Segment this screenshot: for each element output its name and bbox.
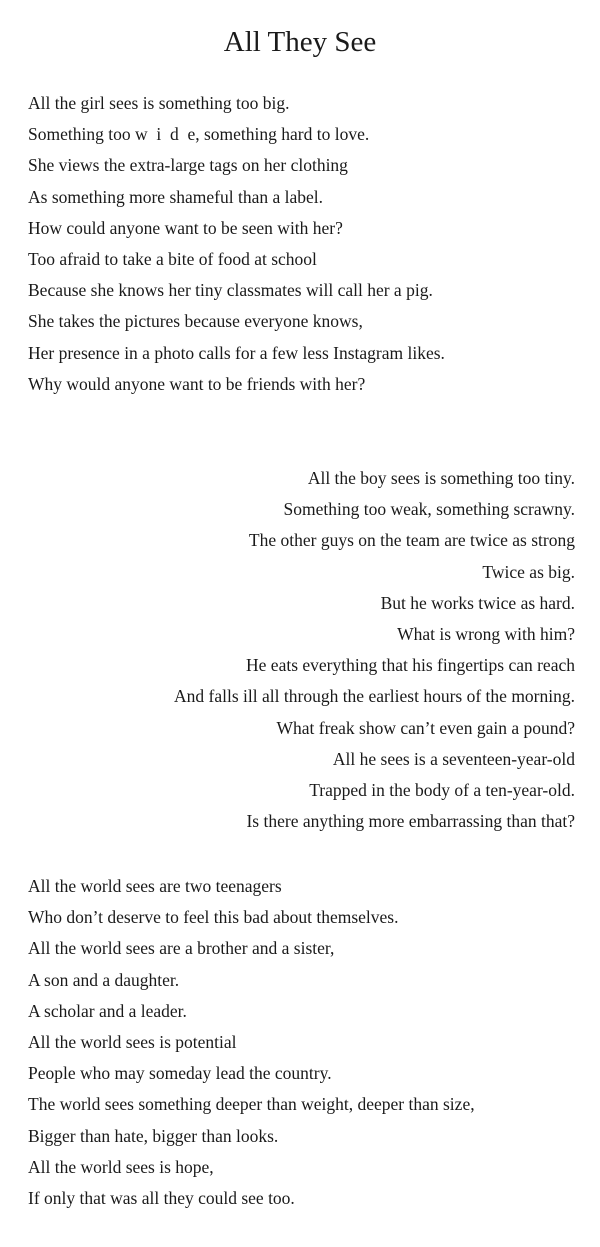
stanza-boy bbox=[15, 463, 575, 837]
poem-line: Twice as big. bbox=[482, 561, 575, 582]
poem-line: The other guys on the team are twice as strong bbox=[248, 530, 575, 551]
poem-line: Her presence in a photo calls for a few less Instagram likes. bbox=[28, 342, 445, 363]
poem-line: All the world sees is potential bbox=[28, 1031, 237, 1052]
poem-line: Too afraid to take a bite of food at school bbox=[28, 248, 317, 269]
stanza-girl bbox=[28, 88, 588, 400]
poem-line: If only that was all they could see too. bbox=[28, 1187, 295, 1208]
stanza-world bbox=[28, 871, 588, 1214]
poem-line: What freak show can’t even gain a pound? bbox=[276, 717, 575, 738]
poem-line: Is there anything more embarrassing than that? bbox=[246, 811, 575, 832]
poem-line: The world sees something deeper than weight, deeper than size, bbox=[28, 1094, 475, 1115]
poem-line: A son and a daughter. bbox=[28, 969, 180, 990]
poem-line: People who may someday lead the country. bbox=[28, 1063, 332, 1084]
poem-line: Something too w i d e, something hard to love. bbox=[28, 124, 370, 145]
poem-line: She views the extra-large tags on her clothing bbox=[28, 155, 348, 176]
poem-line: A scholar and a leader. bbox=[28, 1000, 187, 1021]
poem-line: Bigger than hate, bigger than looks. bbox=[28, 1125, 279, 1146]
poem-line: Who don’t deserve to feel this bad about themselves. bbox=[28, 907, 399, 928]
poem-line: All the world sees are a brother and a sister, bbox=[28, 938, 335, 959]
poem-line: Trapped in the body of a ten-year-old. bbox=[309, 779, 575, 800]
poem-title: All They See bbox=[223, 26, 377, 58]
poem-line: All the world sees is hope, bbox=[28, 1156, 214, 1177]
poem-line: She takes the pictures because everyone knows, bbox=[28, 311, 363, 332]
poem-line: Because she knows her tiny classmates will call her a pig. bbox=[28, 280, 433, 301]
poem-line: As something more shameful than a label. bbox=[28, 186, 323, 207]
poem-line: He eats everything that his fingertips can reach bbox=[246, 655, 575, 676]
poem-line: How could anyone want to be seen with her? bbox=[28, 217, 343, 238]
poem-line: All the world sees are two teenagers bbox=[28, 876, 282, 896]
poem-line: All the girl sees is something too big. bbox=[28, 93, 290, 113]
poem-line: Why would anyone want to be friends with her? bbox=[28, 373, 366, 394]
poem-line: But he works twice as hard. bbox=[380, 592, 575, 613]
poem-line: What is wrong with him? bbox=[397, 623, 575, 644]
poem-line: All he sees is a seventeen-year-old bbox=[332, 748, 575, 769]
poem-line: All the boy sees is something too tiny. bbox=[307, 468, 575, 488]
poem-line: Something too weak, something scrawny. bbox=[283, 499, 575, 520]
poem-line: And falls ill all through the earliest hours of the morning. bbox=[174, 686, 575, 707]
